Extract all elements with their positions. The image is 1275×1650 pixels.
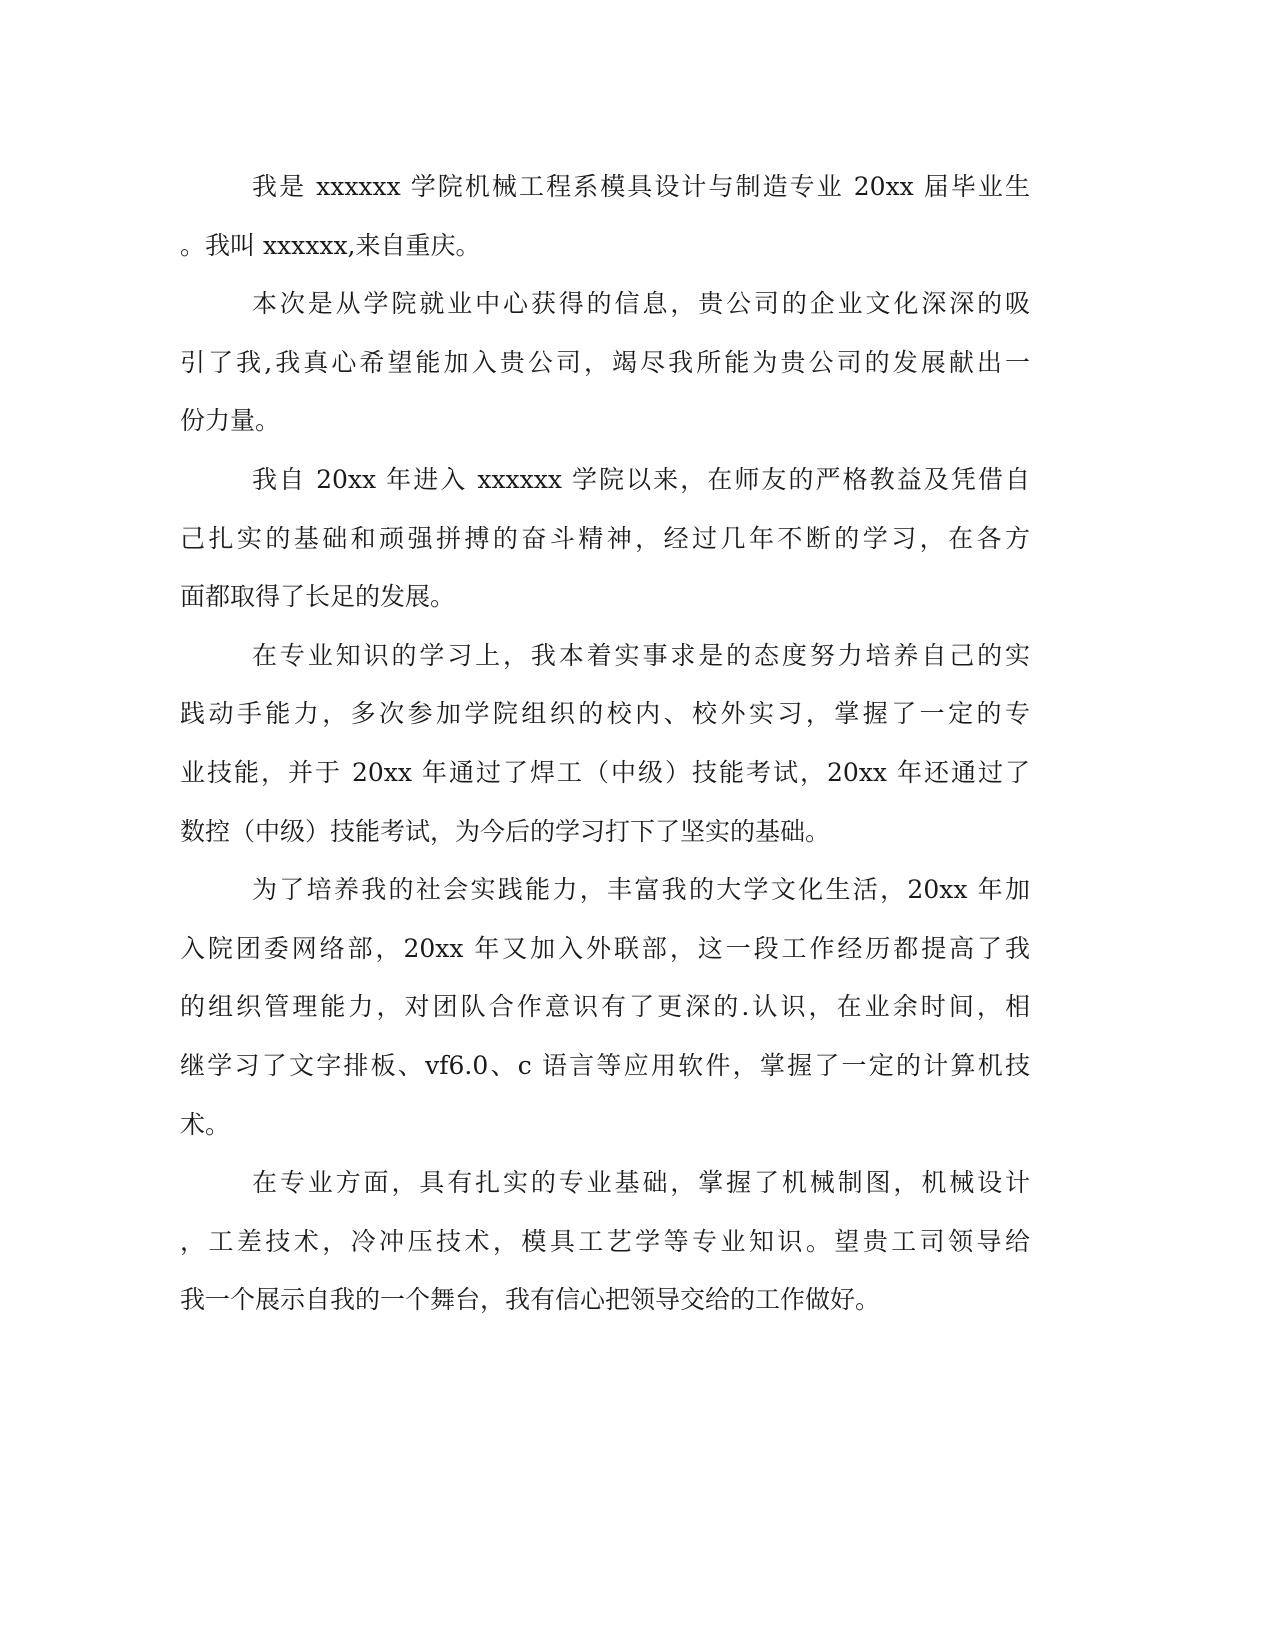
paragraph-2 <box>180 275 1030 451</box>
paragraph-line: 术。 <box>180 1109 231 1139</box>
paragraph-line: 。我叫 xxxxxx,来自重庆。 <box>180 230 481 260</box>
paragraph-3 <box>180 451 1030 627</box>
paragraph-line: 份力量。 <box>180 406 281 436</box>
paragraph-line: 在专业知识的学习上，我本着实事求是的态度努力培养自己的实 <box>252 640 1030 670</box>
paragraph-line: 业技能，并于 20xx 年通过了焊工（中级）技能考试，20xx 年还通过了 <box>180 757 1030 787</box>
paragraph-6 <box>180 1154 1030 1330</box>
paragraph-line: 面都取得了长足的发展。 <box>180 582 456 612</box>
paragraph-line: 继学习了文字排板、vf6.0、c 语言等应用软件，掌握了一定的计算机技 <box>180 1050 1030 1080</box>
paragraph-line: 引了我,我真心希望能加入贵公司，竭尽我所能为贵公司的发展献出一 <box>180 347 1030 377</box>
paragraph-line: 我自 20xx 年进入 xxxxxx 学院以来，在师友的严格教益及凭借自 <box>252 464 1030 494</box>
paragraph-line: 我一个展示自我的一个舞台，我有信心把领导交给的工作做好。 <box>180 1285 881 1315</box>
paragraph-line: 入院团委网络部，20xx 年又加入外联部，这一段工作经历都提高了我 <box>180 933 1030 963</box>
paragraph-line: 数控（中级）技能考试，为今后的学习打下了坚实的基础。 <box>180 816 831 846</box>
paragraph-1 <box>180 158 1030 275</box>
paragraph-line: 己扎实的基础和顽强拼搏的奋斗精神，经过几年不断的学习，在各方 <box>180 523 1030 553</box>
paragraph-4 <box>180 627 1030 861</box>
document-body <box>180 158 1030 1330</box>
paragraph-line: 的组织管理能力，对团队合作意识有了更深的.认识，在业余时间，相 <box>180 992 1030 1022</box>
paragraph-line: 我是 xxxxxx 学院机械工程系模具设计与制造专业 20xx 届毕业生 <box>252 172 1030 201</box>
paragraph-line: 践动手能力，多次参加学院组织的校内、校外实习，掌握了一定的专 <box>180 699 1030 729</box>
paragraph-line: ，工差技术，冷冲压技术，模具工艺学等专业知识。望贵工司领导给 <box>180 1226 1030 1256</box>
paragraph-line: 本次是从学院就业中心获得的信息，贵公司的企业文化深深的吸 <box>252 289 1030 319</box>
paragraph-line: 在专业方面，具有扎实的专业基础，掌握了机械制图，机械设计 <box>252 1168 1030 1198</box>
paragraph-line: 为了培养我的社会实践能力，丰富我的大学文化生活，20xx 年加 <box>252 875 1030 905</box>
paragraph-5 <box>180 861 1030 1154</box>
